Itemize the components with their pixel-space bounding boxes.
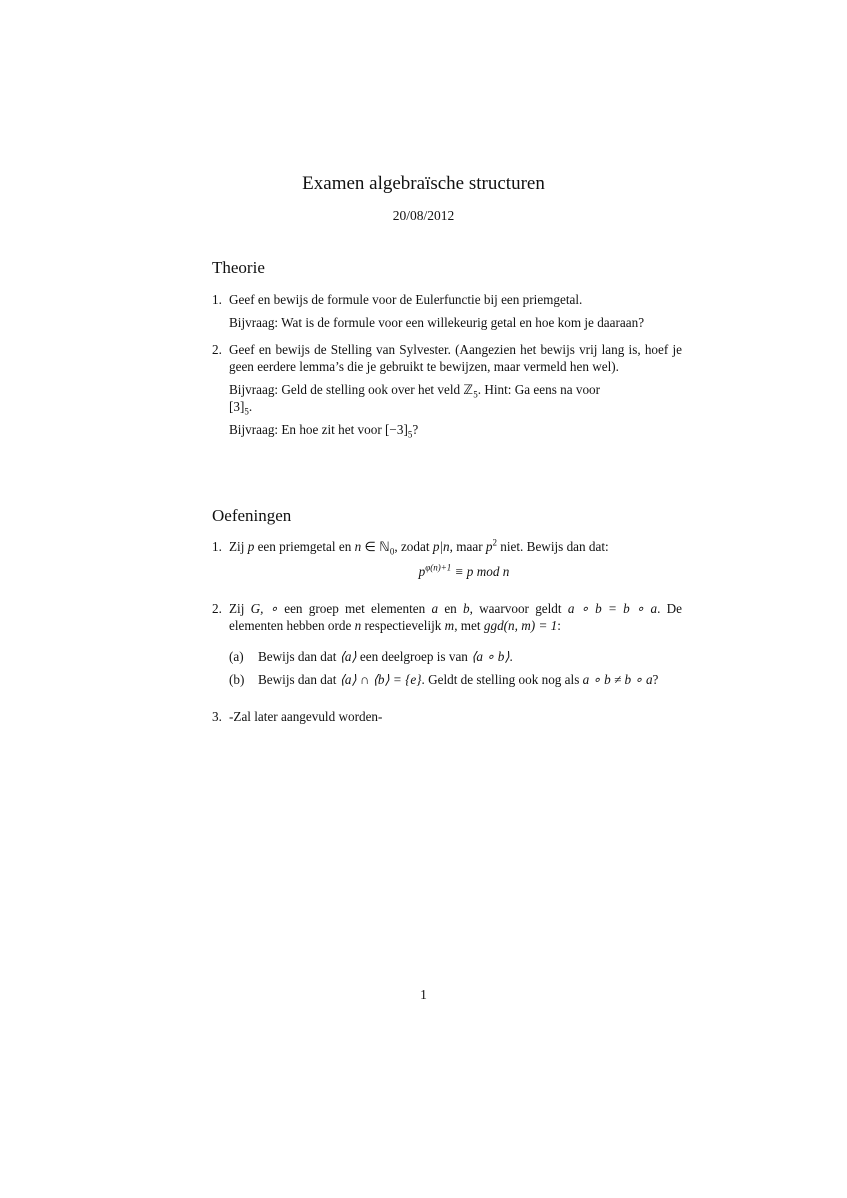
text-run: Bewijs dan dat [258, 649, 340, 664]
exercise-item-1-text [229, 538, 682, 555]
exercise-item-3 [212, 708, 682, 725]
item-number: 1. [212, 292, 222, 307]
text-run: . Geldt de stelling ook nog als [421, 672, 583, 687]
text-run: , met [454, 618, 484, 633]
text-run: , zodat [394, 539, 433, 554]
text-run: . [248, 399, 253, 414]
text-run: ∈ ℕ [361, 539, 390, 554]
class-bracket: [3] [229, 399, 245, 414]
exercises-heading: Oefeningen [212, 506, 292, 525]
subitem-label: (a) [229, 649, 244, 664]
math-var: n [354, 618, 362, 633]
item-number: 2. [212, 601, 222, 616]
text-run: Zij [229, 601, 251, 616]
page-number: 1 [420, 987, 427, 1002]
math-expr: ggd(n, m) = 1 [483, 618, 558, 633]
subitem-label: (b) [229, 672, 245, 687]
math-var: b [463, 601, 470, 616]
exam-title: Examen algebraïsche structuren [302, 173, 545, 194]
item-number: 1. [212, 539, 222, 554]
text-run: niet. Bewijs dan dat: [496, 539, 609, 554]
text-run: een deelgroep is van [356, 649, 472, 664]
text-run: ? [652, 672, 659, 687]
formula-base: p [418, 564, 426, 579]
formula-rest: ≡ p mod n [451, 564, 510, 579]
math-expr: ⟨a ∘ b⟩ [471, 649, 510, 664]
exercise-item-2 [212, 600, 682, 688]
exercise-item-2-text [229, 600, 682, 634]
math-subscript: 0 [389, 546, 395, 557]
item-number: 2. [212, 342, 222, 357]
text-run: Bijvraag: Geld de stelling ook over het veld [229, 382, 464, 397]
field-subscript: 5 [473, 389, 478, 400]
exercise-item-2b [229, 671, 682, 688]
class-symbol [229, 399, 249, 417]
theory-item-2 [212, 341, 682, 438]
theory-item-2-subquestion-1 [229, 381, 682, 415]
field-letter: ℤ [463, 382, 474, 397]
text-run: . [509, 649, 513, 664]
math-var: n [354, 539, 362, 554]
text-run: ? [412, 422, 419, 437]
theory-list [212, 291, 682, 438]
exercise-item-2a [229, 648, 682, 665]
text-run: . Hint: Ga eens na voor [477, 382, 601, 397]
theory-item-1-subquestion: Bijvraag: Wat is de formule voor een willekeurig getal en hoe kom je daaraan? [229, 315, 645, 330]
text-run: Zij [229, 539, 248, 554]
exercise-item-1-formula [229, 563, 682, 580]
class-subscript: 5 [244, 406, 249, 417]
theory-item-2-text: Geef en bewijs de Stelling van Sylvester. (Aangezien het bewijs vrij lang is, hoef je geen eerdere lemma’s die je gebruikt te bewijzen, maar vermeld hen wel). [229, 342, 682, 374]
theory-item-2-subquestion-2 [229, 421, 682, 438]
theory-heading: Theorie [212, 258, 265, 277]
text-run: . De elementen hebben orde [229, 601, 682, 633]
class-bracket: [−3] [385, 422, 408, 437]
item-number: 3. [212, 709, 222, 724]
math-var: p [485, 539, 493, 554]
math-expr: a ∘ b = b ∘ a [567, 601, 658, 616]
math-var: a [431, 601, 439, 616]
text-run: Bewijs dan dat [258, 672, 340, 687]
field-symbol [463, 382, 478, 400]
text-run: een groep met elementen [277, 601, 432, 616]
math-var: m [444, 618, 455, 633]
math-var: p [247, 539, 255, 554]
text-run: : [557, 618, 561, 633]
math-expr: ⟨a⟩ [339, 649, 357, 664]
theory-item-1-text: Geef en bewijs de formule voor de Eulerfunctie bij een priemgetal. [229, 292, 583, 307]
math-expr: ⟨a⟩ ∩ ⟨b⟩ = {e} [339, 672, 422, 687]
text-run: Bijvraag: En hoe zit het voor [229, 422, 386, 437]
exercise-list [212, 538, 682, 725]
text-run: en [438, 601, 464, 616]
text-run: respectievelijk [361, 618, 445, 633]
formula-exponent: φ(n)+1 [425, 562, 452, 573]
exercise-item-1 [212, 538, 682, 580]
class-subscript: 5 [407, 429, 413, 440]
exercise-item-3-text: -Zal later aangevuld worden- [229, 709, 383, 724]
text-run: , waarvoor geldt [469, 601, 568, 616]
text-run: , maar [449, 539, 486, 554]
math-expr: p|n [432, 539, 450, 554]
math-expr: a ∘ b ≠ b ∘ a [582, 672, 653, 687]
theory-item-1 [212, 291, 682, 331]
math-expr: G, ∘ [250, 601, 278, 616]
exam-date: 20/08/2012 [392, 208, 455, 223]
text-run: een priemgetal en [254, 539, 355, 554]
math-superscript: 2 [492, 537, 497, 548]
